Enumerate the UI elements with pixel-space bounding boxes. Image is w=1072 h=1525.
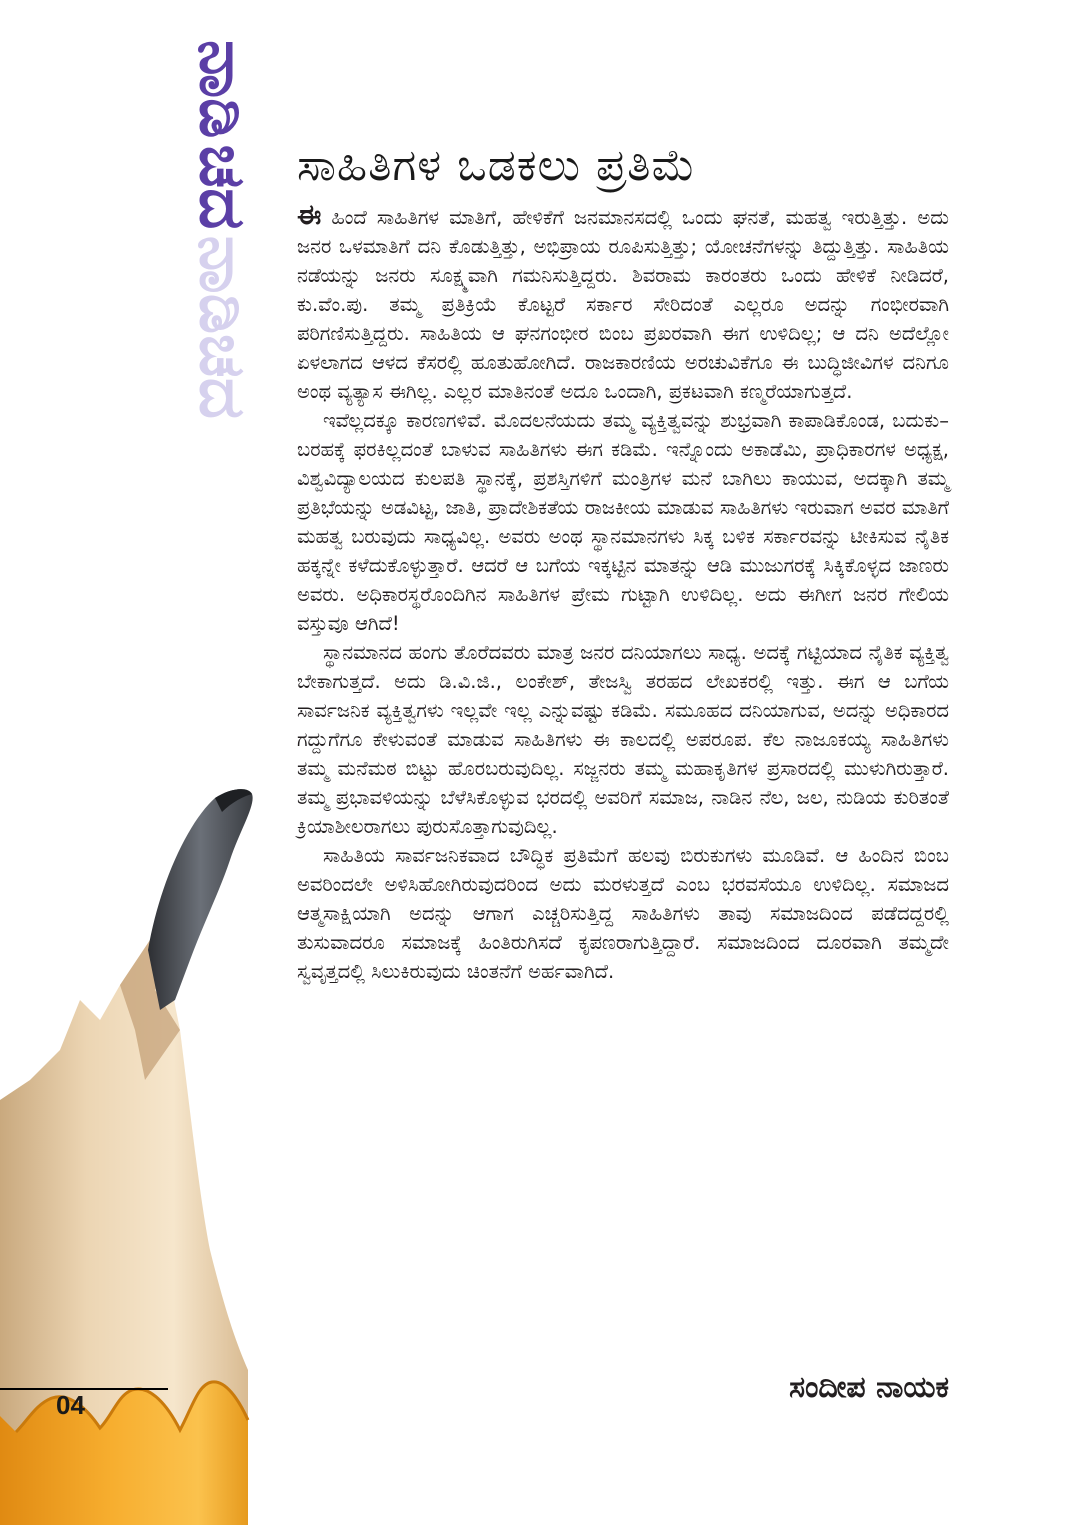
section-label-dark-part-a: ನಾಡಿ bbox=[185, 40, 259, 139]
article-paragraph-3: ಸ್ಥಾನಮಾನದ ಹಂಗು ತೊರೆದವರು ಮಾತ್ರ ಜನರ ದನಿಯಾಗಲು ಸಾಧ್ಯ. ಅದಕ್ಕೆ ಗಟ್ಟಿಯಾದ ನೈತಿಕ ವ್ಯಕ್ತಿತ್ವ ಬೇಕಾಗುತ್ತದೆ. ಅದು ಡಿ.ವಿ.ಜಿ., ಲಂಕೇಶ್, ತೇಜಸ್ವಿ ತರಹದ ಲೇಖಕರಲ್ಲಿ ಇತ್ತು. ಈಗ ಆ ಬಗೆಯ ಸಾರ್ವಜನಿಕ ವ್ಯಕ್ತಿತ್ವಗಳು ಇಲ್ಲವೇ ಇಲ್ಲ ಎನ್ನುವಷ್ಟು ಕಡಿಮೆ. ಸಮೂಹದ ದನಿಯಾಗುವ, ಅದನ್ನು ಅಧಿಕಾರದ ಗದ್ದುಗೆಗೂ ಕೇಳುವಂತೆ ಮಾಡುವ ಸಾಹಿತಿಗಳು ಈ ಕಾಲದಲ್ಲಿ ಅಪರೂಪ. ಕೆಲ ನಾಜೂಕಯ್ಯ ಸಾಹಿತಿಗಳು ತಮ್ಮ ಮನೆಮಠ ಬಿಟ್ಟು ಹೊರಬರುವುದಿಲ್ಲ. ಸಜ್ಜನರು ತಮ್ಮ ಮಹಾಕೃತಿಗಳ ಪ್ರಸಾರದಲ್ಲಿ ಮುಳುಗಿರುತ್ತಾರೆ. ತಮ್ಮ ಪ್ರಭಾವಳಿಯನ್ನು ಬೆಳೆಸಿಕೊಳ್ಳುವ ಭರದಲ್ಲಿ ಅವರಿಗೆ ಸಮಾಜ, ನಾಡಿನ ನೆಲ, ಜಲ, ನುಡಿಯ ಕುರಿತಂತೆ ಕ್ರಿಯಾಶೀಲರಾಗಲು ಪುರುಸೊತ್ತಾಗುವುದಿಲ್ಲ. bbox=[297, 641, 949, 838]
article-title: ಸಾಹಿತಿಗಳ ಒಡಕಲು ಪ್ರತಿಮೆ bbox=[297, 140, 697, 191]
article bbox=[297, 138, 949, 986]
article-paragraph-4: ಸಾಹಿತಿಯ ಸಾರ್ವಜನಿಕವಾದ ಬೌದ್ಧಿಕ ಪ್ರತಿಮೆಗೆ ಹಲವು ಬಿರುಕುಗಳು ಮೂಡಿವೆ. ಆ ಹಿಂದಿನ ಬಿಂಬ ಅವರಿಂದಲೇ ಅಳಿಸಿಹೋಗಿರುವುದರಿಂದ ಅದು ಮರಳುತ್ತದೆ ಎಂಬ ಭರವಸೆಯೂ ಉಳಿದಿಲ್ಲ. ಸಮಾಜದ ಆತ್ಮಸಾಕ್ಷಿಯಾಗಿ ಅದನ್ನು ಆಗಾಗ ಎಚ್ಚರಿಸುತ್ತಿದ್ದ ಸಾಹಿತಿಗಳು ತಾವು ಸಮಾಜದಿಂದ ಪಡೆದದ್ದರಲ್ಲಿ ತುಸುವಾದರೂ ಸಮಾಜಕ್ಕೆ ಹಿಂತಿರುಗಿಸದೆ ಕೃಪಣರಾಗುತ್ತಿದ್ದಾರೆ. ಸಮಾಜದಿಂದ ದೂರವಾಗಿ ತಮ್ಮದೇ ಸ್ವವೃತ್ತದಲ್ಲಿ ಸಿಲುಕಿರುವುದು ಚಿಂತನೆಗೆ ಅರ್ಹವಾಗಿದೆ. bbox=[297, 844, 949, 983]
author-byline: ಸಂದೀಪ ನಾಯಕ bbox=[789, 1370, 949, 1405]
paragraph-1-text: ಹಿಂದೆ ಸಾಹಿತಿಗಳ ಮಾತಿಗೆ, ಹೇಳಿಕೆಗೆ ಜನಮಾನಸದಲ್ಲಿ ಒಂದು ಘನತೆ, ಮಹತ್ವ ಇರುತ್ತಿತ್ತು. ಅದು ಜನರ ಒಳಮಾತಿಗೆ ದನಿ ಕೊಡುತ್ತಿತ್ತು, ಅಭಿಪ್ರಾಯ ರೂಪಿಸುತ್ತಿತ್ತು; ಯೋಚನೆಗಳನ್ನು ತಿದ್ದುತ್ತಿತ್ತು. ಸಾಹಿತಿಯ ನಡೆಯನ್ನು ಜನರು ಸೂಕ್ಷ್ಮವಾಗಿ ಗಮನಿಸುತ್ತಿದ್ದರು. ಶಿವರಾಮ ಕಾರಂತರು ಒಂದು ಹೇಳಿಕೆ ನೀಡಿದರೆ, ಕು.ವೆಂ.ಪು. ತಮ್ಮ ಪ್ರತಿಕ್ರಿಯೆ ಕೊಟ್ಟರೆ ಸರ್ಕಾರ ಸೇರಿದಂತೆ ಎಲ್ಲರೂ ಅದನ್ನು ಗಂಭೀರವಾಗಿ ಪರಿಗಣಿಸುತ್ತಿದ್ದರು. ಸಾಹಿತಿಯ ಆ ಘನಗಂಭೀರ ಬಿಂಬ ಪ್ರಖರವಾಗಿ ಈಗ ಉಳಿದಿಲ್ಲ; ಆ ದನಿ ಅದೆಲ್ಲೋ ಏಳಲಾಗದ ಆಳದ ಕೆಸರಲ್ಲಿ ಹೂತುಹೋಗಿದೆ. ರಾಜಕಾರಣಿಯ ಅರಚುವಿಕೆಗೂ ಈ ಬುದ್ಧಿಜೀವಿಗಳ ದನಿಗೂ ಅಂಥ ವ್ಯತ್ಯಾಸ ಈಗಿಲ್ಲ. ಎಲ್ಲರ ಮಾತಿನಂತೆ ಅದೂ ಒಂದಾಗಿ, ಪ್ರಕಟವಾಗಿ ಕಣ್ಮರೆಯಾಗುತ್ತದೆ. bbox=[297, 206, 949, 403]
section-label-vertical bbox=[182, 40, 262, 640]
page-number: 04 bbox=[56, 1390, 85, 1420]
section-label-dark-part-b: ಚದ bbox=[185, 144, 259, 230]
section-label-light-part: ನಾಡಿಚದ bbox=[185, 235, 259, 420]
article-paragraph-1 bbox=[297, 200, 949, 406]
article-paragraph-2: ಇವೆಲ್ಲದಕ್ಕೂ ಕಾರಣಗಳಿವೆ. ಮೊದಲನೆಯದು ತಮ್ಮ ವ್ಯಕ್ತಿತ್ವವನ್ನು ಶುಭ್ರವಾಗಿ ಕಾಪಾಡಿಕೊಂಡ, ಬದುಕು–ಬರಹಕ್ಕೆ ಫರಕಿಲ್ಲದಂತೆ ಬಾಳುವ ಸಾಹಿತಿಗಳು ಈಗ ಕಡಿಮೆ. ಇನ್ನೊಂದು ಅಕಾಡೆಮಿ, ಪ್ರಾಧಿಕಾರಗಳ ಅಧ್ಯಕ್ಷ, ವಿಶ್ವವಿದ್ಯಾಲಯದ ಕುಲಪತಿ ಸ್ಥಾನಕ್ಕೆ, ಪ್ರಶಸ್ತಿಗಳಿಗೆ ಮಂತ್ರಿಗಳ ಮನೆ ಬಾಗಿಲು ಕಾಯುವ, ಅದಕ್ಕಾಗಿ ತಮ್ಮ ಪ್ರತಿಭೆಯನ್ನು ಅಡವಿಟ್ಟ, ಜಾತಿ, ಪ್ರಾದೇಶಿಕತೆಯ ರಾಜಕೀಯ ಮಾಡುವ ಸಾಹಿತಿಗಳು ಇರುವಾಗ ಅವರ ಮಾತಿಗೆ ಮಹತ್ವ ಬರುವುದು ಸಾಧ್ಯವಿಲ್ಲ. ಅವರು ಅಂಥ ಸ್ಥಾನಮಾನಗಳು ಸಿಕ್ಕ ಬಳಿಕ ಸರ್ಕಾರವನ್ನು ಟೀಕಿಸುವ ನೈತಿಕ ಹಕ್ಕನ್ನೇ ಕಳೆದುಕೊಳ್ಳುತ್ತಾರೆ. ಆದರೆ ಆ ಬಗೆಯ ಇಕ್ಕಟ್ಟಿನ ಮಾತನ್ನು ಆಡಿ ಮುಜುಗರಕ್ಕೆ ಸಿಕ್ಕಿಕೊಳ್ಳದ ಜಾಣರು ಅವರು. ಅಧಿಕಾರಸ್ಥರೊಂದಿಗಿನ ಸಾಹಿತಿಗಳ ಪ್ರೇಮ ಗುಟ್ಟಾಗಿ ಉಳಿದಿಲ್ಲ. ಅದು ಈಗೀಗ ಜನರ ಗೇಲಿಯ ವಸ್ತುವೂ ಆಗಿದೆ! bbox=[297, 409, 949, 635]
drop-word: ಈ bbox=[297, 198, 322, 231]
pencil-illustration bbox=[0, 780, 300, 1525]
